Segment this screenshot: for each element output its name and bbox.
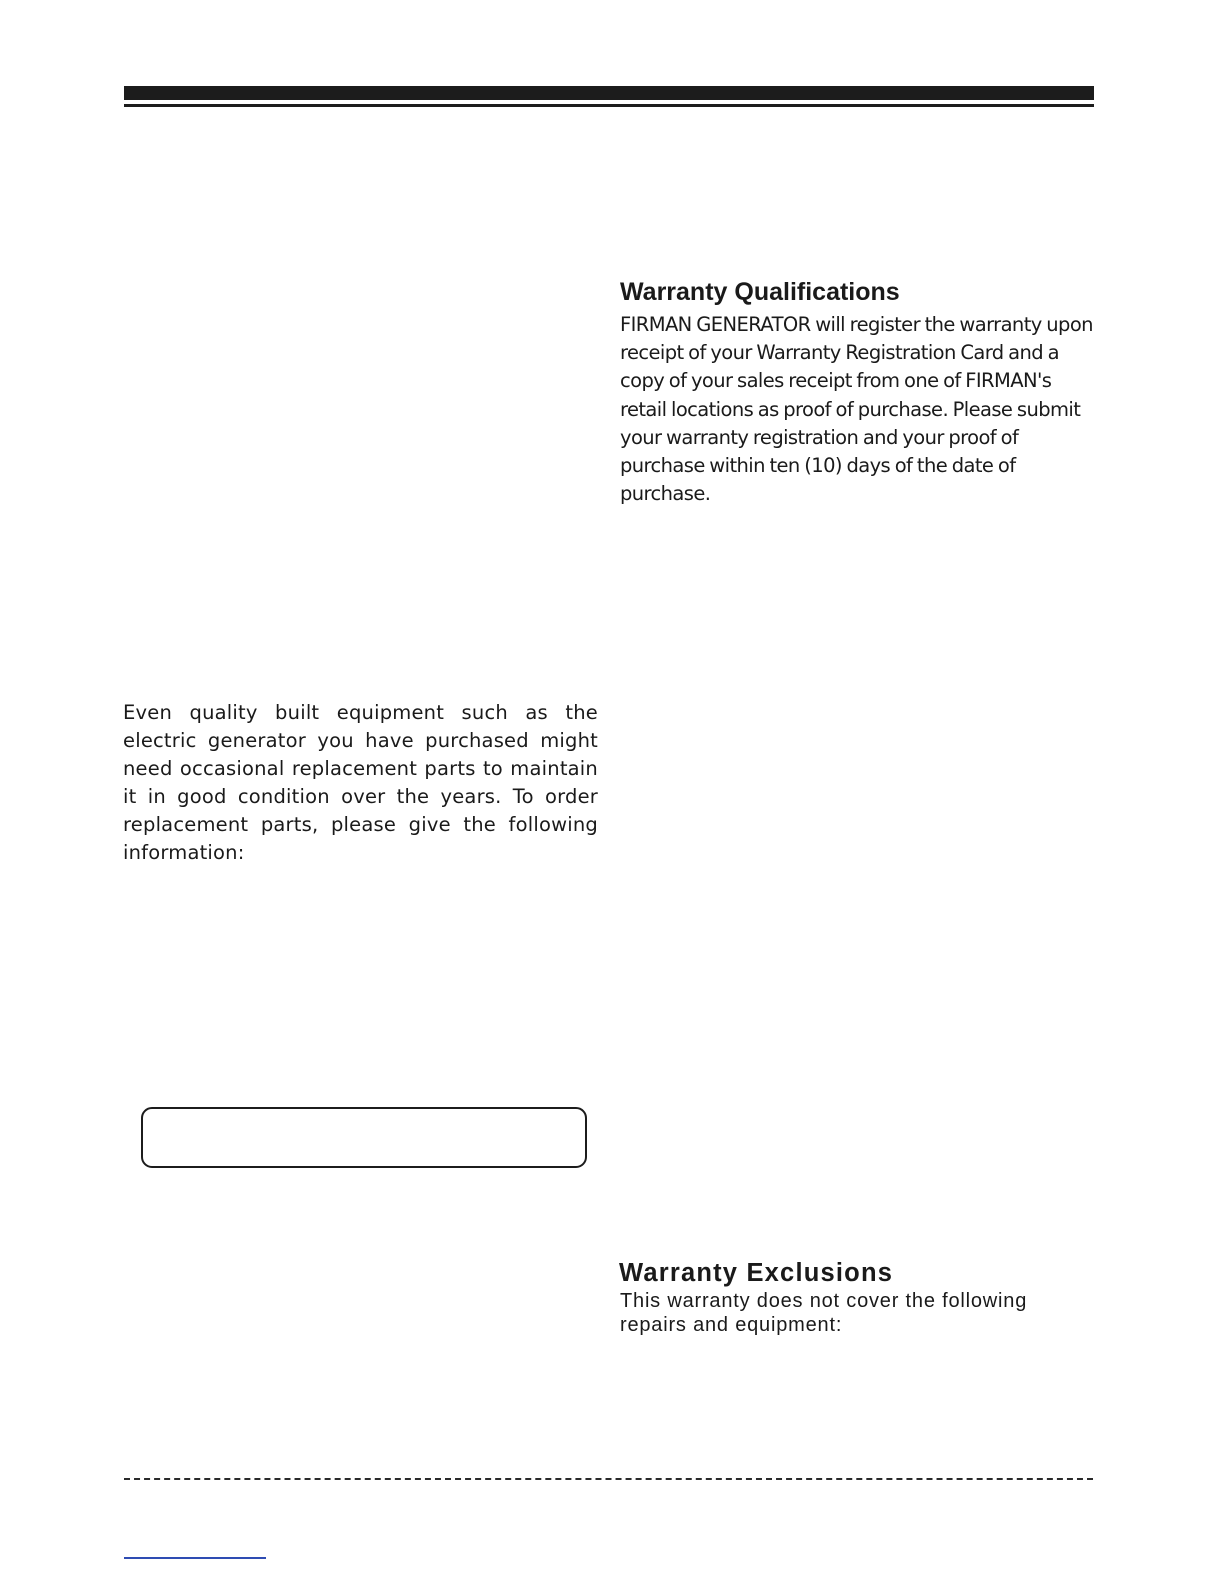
replacement-parts-text: Even quality built equipment such as the electric generator you have purchased might need occasional replacement parts to maintain it in good condition over the years. To order replacement parts, please give the following information:	[123, 701, 598, 864]
cut-line-divider	[124, 1478, 1093, 1480]
warranty-qualifications-text: FIRMAN GENERATOR will register the warranty upon receipt of your Warranty Registration Card and a copy of your sales receipt from one of FIRMAN's retail locations as proof of purchase. Please submit your warranty registration and your proof of purchase within ten (10) days of the date of purchase.	[620, 313, 1093, 506]
footer-link-underline	[124, 1557, 266, 1559]
warranty-qualifications-heading: Warranty Qualifications	[620, 278, 900, 306]
header-rule-thick	[124, 86, 1094, 100]
rounded-info-box	[141, 1107, 587, 1168]
header-rule-thin	[124, 104, 1094, 107]
warranty-exclusions-text: This warranty does not cover the following repairs and equipment:	[620, 1290, 1028, 1336]
warranty-exclusions-heading: Warranty Exclusions	[619, 1259, 894, 1287]
